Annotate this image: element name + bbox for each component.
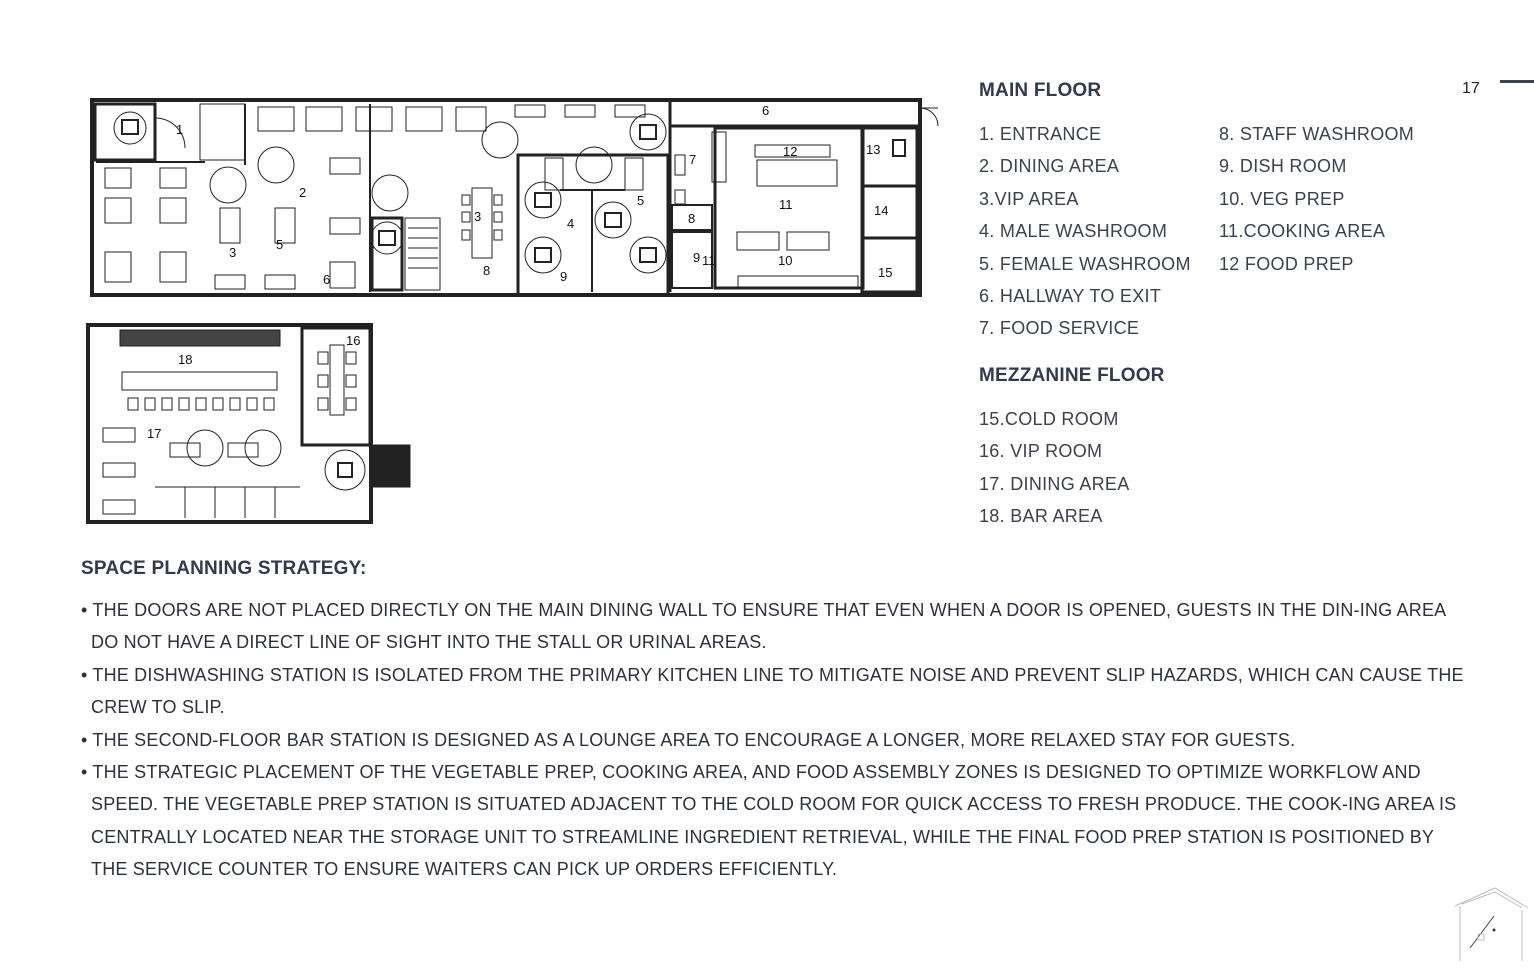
strategy-bullet: • THE DOORS ARE NOT PLACED DIRECTLY ON THE MAIN DINING WALL TO ENSURE THAT EVEN WHEN A DOOR IS OPENED, GUESTS IN THE DIN-ING AREA DO NOT HAVE A DIRECT LINE OF SIGHT INTO THE STALL OR URINAL AREAS. bbox=[81, 600, 1446, 653]
plan-label-8b: 8 bbox=[688, 211, 696, 226]
legend-item: 3.VIP AREA bbox=[979, 188, 1079, 209]
legend-item: 16. VIP ROOM bbox=[979, 441, 1103, 462]
mezzanine-heading: MEZZANINE FLOOR bbox=[979, 364, 1165, 386]
plan-label-11: 11 bbox=[779, 197, 793, 212]
plan-label-17: 17 bbox=[147, 426, 162, 441]
plan-label-5-extra: 5 bbox=[276, 237, 284, 252]
plan-label-11-extra: 11 bbox=[702, 253, 716, 268]
plan-label-9: 9 bbox=[693, 250, 701, 265]
legend-item: 2. DINING AREA bbox=[979, 156, 1120, 177]
page-number: 17 bbox=[1462, 80, 1480, 97]
plan-label-3: 3 bbox=[474, 209, 482, 224]
legend-item: 4. MALE WASHROOM bbox=[979, 221, 1168, 242]
room-legend bbox=[979, 80, 1459, 532]
legend-item: 1. ENTRANCE bbox=[979, 124, 1102, 144]
legend-item: 10. VEG PREP bbox=[1219, 188, 1345, 209]
plan-label-12: 12 bbox=[783, 144, 798, 159]
plan-label-5: 5 bbox=[637, 193, 645, 208]
main-floor-plan bbox=[92, 100, 938, 295]
legend-item: 9. DISH ROOM bbox=[1219, 156, 1347, 177]
plan-label-6-extra: 6 bbox=[323, 272, 331, 287]
space-planning-strategy bbox=[81, 558, 1471, 886]
strategy-bullet: • THE DISHWASHING STATION IS ISOLATED FROM THE PRIMARY KITCHEN LINE TO MITIGATE NOISE AND PREVENT SLIP HAZARDS, WHICH CAN CAUSE THE CREW TO SLIP. bbox=[81, 664, 1464, 718]
plan-label-16: 16 bbox=[346, 333, 361, 348]
plan-label-13: 13 bbox=[866, 142, 881, 157]
plan-label-4: 4 bbox=[567, 216, 575, 231]
mezzanine-list bbox=[979, 403, 1459, 533]
plan-label-18: 18 bbox=[178, 352, 193, 367]
legend-item: 15.COLD ROOM bbox=[979, 408, 1119, 429]
plan-label-3-vip: 3 bbox=[229, 245, 237, 260]
legend-item: 18. BAR AREA bbox=[979, 506, 1103, 527]
plan-label-1: 1 bbox=[176, 122, 184, 137]
strategy-bullet: • THE SECOND-FLOOR BAR STATION IS DESIGNED AS A LOUNGE AREA TO ENCOURAGE A LONGER, MORE RELAXED STAY FOR GUESTS. bbox=[81, 729, 1296, 750]
legend-item: 12 FOOD PREP bbox=[1219, 253, 1354, 274]
plan-label-10: 10 bbox=[778, 253, 793, 268]
plan-label-14: 14 bbox=[874, 203, 889, 218]
house-logo-icon bbox=[1450, 886, 1530, 961]
legend-item: 5. FEMALE WASHROOM bbox=[979, 253, 1191, 274]
legend-item: 7. FOOD SERVICE bbox=[979, 318, 1140, 339]
page-rule bbox=[1500, 80, 1534, 83]
legend-item: 17. DINING AREA bbox=[979, 473, 1130, 494]
main-floor-list-2 bbox=[1219, 118, 1459, 345]
legend-item: 11.COOKING AREA bbox=[1219, 221, 1386, 242]
plan-label-6: 6 bbox=[762, 103, 770, 118]
strategy-bullet: • THE STRATEGIC PLACEMENT OF THE VEGETABLE PREP, COOKING AREA, AND FOOD ASSEMBLY ZONES IS DESIGNED TO OPTIMIZE WORKFLOW AND SPEED. THE VEGETABLE PREP STATION IS SITUATED ADJACENT TO THE COLD ROOM FOR QUICK ACCESS TO FRESH PRODUCE. THE COOK-ING AREA IS CENTRALLY LOCATED NEAR THE STORAGE UNIT TO STREAMLINE INGREDIENT RETRIEVAL, WHILE THE FINAL FOOD PREP STATION IS POSITIONED BY THE SERVICE COUNTER TO ENSURE WAITERS CAN PICK UP ORDERS EFFICIENTLY. bbox=[81, 762, 1457, 880]
strategy-heading: SPACE PLANNING STRATEGY: bbox=[81, 558, 367, 579]
legend-item: 6. HALLWAY TO EXIT bbox=[979, 286, 1162, 307]
plan-label-2: 2 bbox=[299, 185, 307, 200]
plan-label-7: 7 bbox=[689, 152, 697, 167]
legend-item: 8. STAFF WASHROOM bbox=[1219, 124, 1415, 144]
floor-plans bbox=[0, 0, 960, 540]
main-floor-heading: MAIN FLOOR bbox=[979, 80, 1102, 101]
plan-label-8: 8 bbox=[483, 263, 491, 278]
mezzanine-floor-plan bbox=[88, 325, 410, 522]
main-floor-list-1 bbox=[979, 118, 1219, 345]
plan-label-9-extra: 9 bbox=[560, 269, 568, 284]
plan-label-15: 15 bbox=[878, 265, 893, 280]
